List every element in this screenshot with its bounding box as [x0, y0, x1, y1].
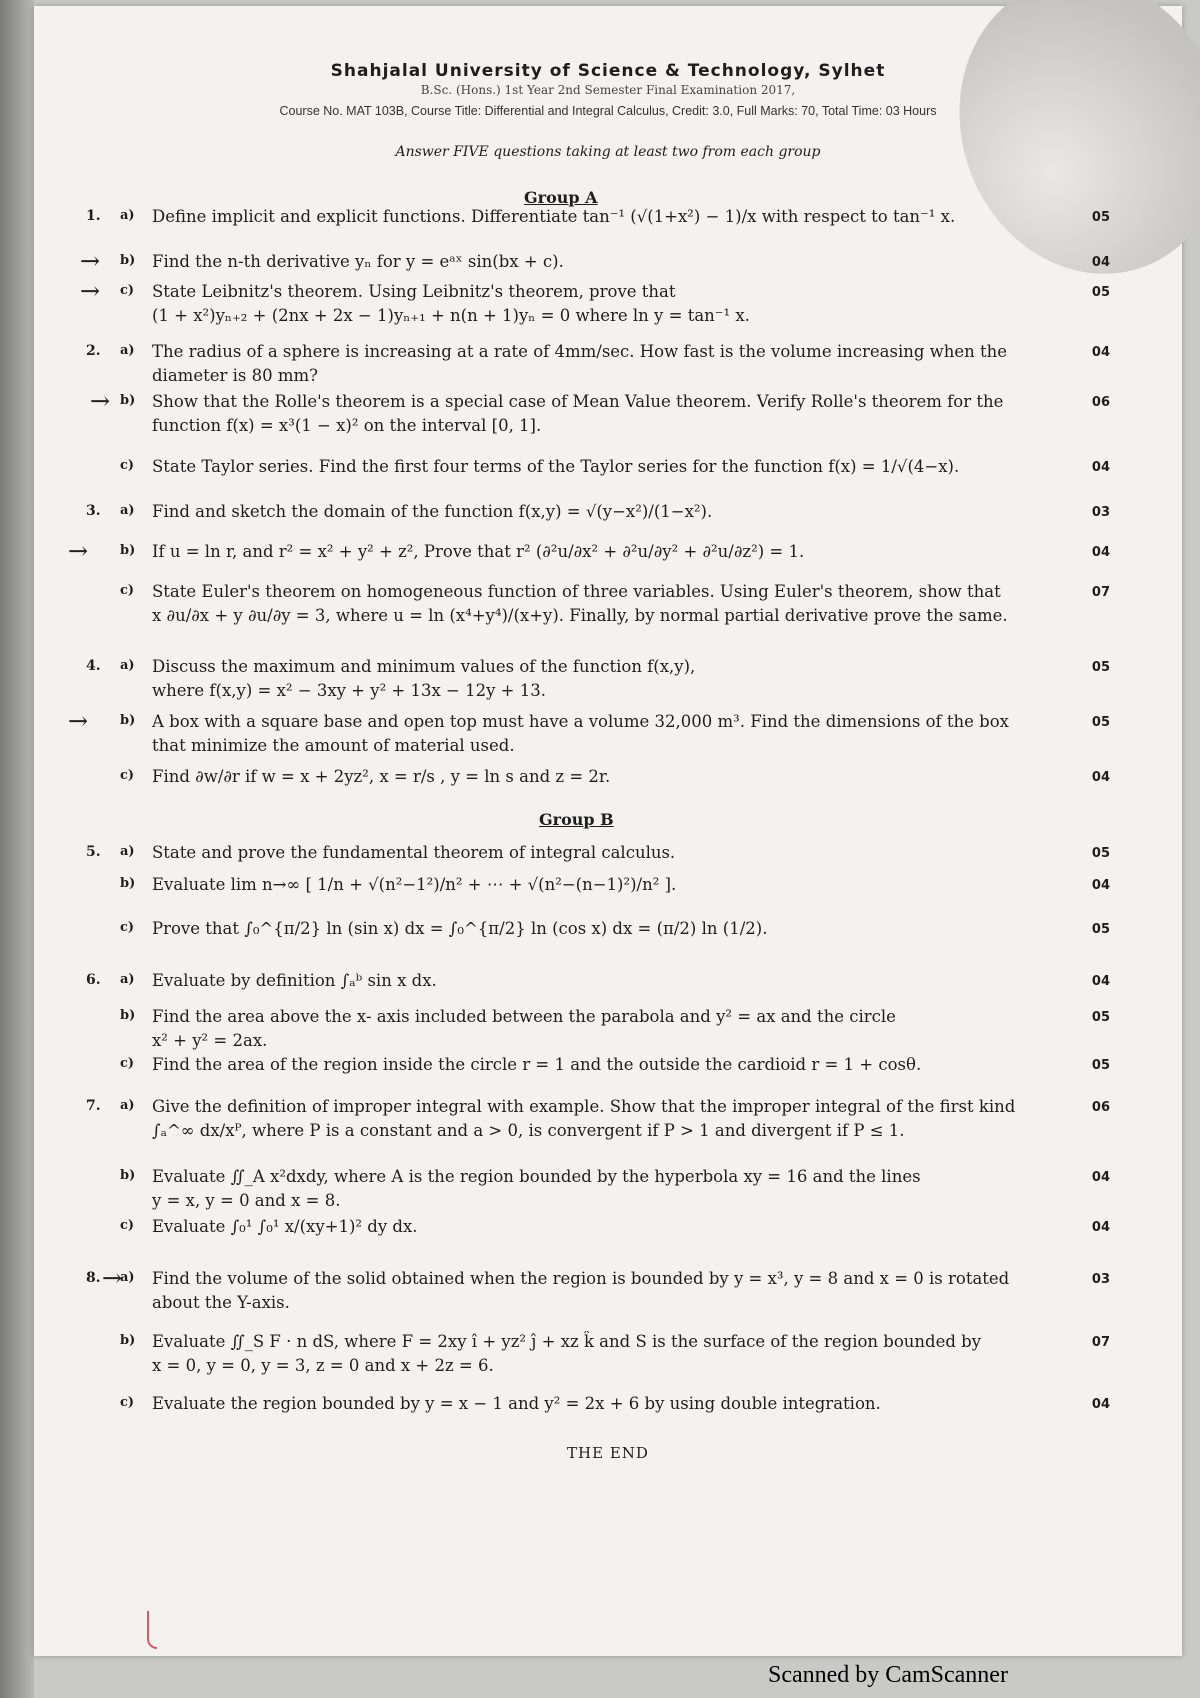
marks: 03: [1091, 1272, 1110, 1287]
question-text: State and prove the fundamental theorem of integral calculus.: [152, 843, 676, 862]
marks: 03: [1091, 505, 1110, 520]
marks: 04: [1091, 1397, 1110, 1412]
question-text: Find and sketch the domain of the function f(x,y) = √(y−x²)/(1−x²).: [152, 502, 713, 521]
question-text: x² + y² = 2ax.: [152, 1031, 268, 1050]
marks: 04: [1091, 1170, 1110, 1185]
marks: 05: [1091, 660, 1110, 675]
part-label: c): [120, 583, 135, 598]
handwritten-arrow: →: [90, 387, 111, 415]
part-label: c): [120, 1056, 135, 1071]
question-text: Find the area of the region inside the circle r = 1 and the outside the cardioid r = 1 + cosθ.: [152, 1055, 922, 1074]
marks: 04: [1091, 460, 1110, 475]
question-text: Evaluate ∫₀¹ ∫₀¹ x/(xy+1)² dy dx.: [152, 1217, 418, 1236]
instruction: Answer FIVE questions taking at least two from each group: [395, 144, 821, 160]
handwritten-arrow: →: [80, 247, 101, 275]
question-text: A box with a square base and open top must have a volume 32,000 m³. Find the dimensions of the box: [152, 712, 1009, 731]
question-text: Find the n-th derivative yₙ for y = eᵃˣ sin(bx + c).: [152, 252, 564, 271]
question-text: Evaluate ∬_A x²dxdy, where A is the region bounded by the hyperbola xy = 16 and the lines: [152, 1167, 921, 1186]
question-number: 3.: [86, 503, 101, 519]
question-number: 2.: [86, 343, 101, 359]
question-number: 4.: [86, 658, 101, 674]
question-number: 5.: [86, 844, 101, 860]
part-label: a): [120, 972, 135, 987]
part-label: a): [120, 1098, 135, 1113]
marks: 04: [1091, 1220, 1110, 1235]
marks: 04: [1091, 255, 1110, 270]
marks: 04: [1091, 878, 1110, 893]
question-text: x = 0, y = 0, y = 3, z = 0 and x + 2z = 6.: [152, 1356, 494, 1375]
part-label: c): [120, 920, 135, 935]
marks: 07: [1091, 585, 1110, 600]
exam-title: B.Sc. (Hons.) 1st Year 2nd Semester Final Examination 2017,: [420, 83, 796, 97]
question-text: (1 + x²)yₙ₊₂ + (2nx + 2x − 1)yₙ₊₁ + n(n + 1)yₙ = 0 where ln y = tan⁻¹ x.: [152, 306, 750, 325]
marks: 05: [1091, 715, 1110, 730]
marks: 07: [1091, 1335, 1110, 1350]
marks: 06: [1091, 1100, 1110, 1115]
handwritten-arrow: →: [102, 1264, 123, 1292]
question-text: State Euler's theorem on homogeneous function of three variables. Using Euler's theorem, show that: [152, 582, 1001, 601]
question-text: State Leibnitz's theorem. Using Leibnitz's theorem, prove that: [152, 282, 676, 301]
part-label: a): [120, 208, 135, 223]
camscanner-watermark: Scanned by CamScanner: [768, 1662, 1008, 1688]
question-number: 8.: [86, 1270, 101, 1286]
university-name: Shahjalal University of Science & Technology, Sylhet: [330, 61, 886, 81]
marks: 04: [1091, 545, 1110, 560]
part-label: c): [120, 1395, 135, 1410]
marks: 04: [1091, 345, 1110, 360]
part-label: b): [120, 713, 136, 728]
question-text: Prove that ∫₀^{π/2} ln (sin x) dx = ∫₀^{π/2} ln (cos x) dx = (π/2) ln (1/2).: [152, 919, 768, 938]
part-label: c): [120, 1218, 135, 1233]
marks: 05: [1091, 846, 1110, 861]
group-a-title: Group A: [524, 188, 598, 207]
part-label: b): [120, 1008, 136, 1023]
marks: 04: [1091, 974, 1110, 989]
question-text: about the Y-axis.: [152, 1293, 290, 1312]
part-label: b): [120, 1168, 136, 1183]
part-label: a): [120, 844, 135, 859]
handwritten-arrow: →: [80, 277, 101, 305]
marks: 04: [1091, 770, 1110, 785]
question-text: State Taylor series. Find the first four terms of the Taylor series for the function f(x) = 1/√(4−x).: [152, 457, 960, 476]
question-text: Give the definition of improper integral with example. Show that the improper integral of the first kind: [152, 1097, 1016, 1116]
part-label: b): [120, 393, 136, 408]
question-text: diameter is 80 mm?: [152, 366, 318, 385]
question-text: x ∂u/∂x + y ∂u/∂y = 3, where u = ln (x⁴+y⁴)/(x+y). Finally, by normal partial derivative prove the same.: [152, 606, 1008, 625]
question-text: Find the area above the x- axis included between the parabola and y² = ax and the circle: [152, 1007, 896, 1026]
question-text: If u = ln r, and r² = x² + y² + z², Prove that r² (∂²u/∂x² + ∂²u/∂y² + ∂²u/∂z²) = 1.: [152, 542, 805, 561]
part-label: c): [120, 283, 135, 298]
marks: 05: [1091, 1010, 1110, 1025]
question-text: The radius of a sphere is increasing at a rate of 4mm/sec. How fast is the volume increasing when the: [152, 342, 1008, 361]
part-label: a): [120, 658, 135, 673]
part-label: b): [120, 543, 136, 558]
the-end: THE END: [567, 1444, 649, 1462]
scan-left-edge: [0, 0, 34, 1698]
part-label: a): [120, 503, 135, 518]
marks: 06: [1091, 395, 1110, 410]
question-text: Evaluate lim n→∞ [ 1/n + √(n²−1²)/n² + ⋯ + √(n²−(n−1)²)/n² ].: [152, 875, 677, 894]
question-text: Evaluate the region bounded by y = x − 1 and y² = 2x + 6 by using double integration.: [152, 1394, 881, 1413]
part-label: b): [120, 876, 136, 891]
part-label: c): [120, 768, 135, 783]
question-text: function f(x) = x³(1 − x)² on the interval [0, 1].: [152, 416, 542, 435]
question-text: Define implicit and explicit functions. Differentiate tan⁻¹ (√(1+x²) − 1)/x with respect to tan⁻¹ x.: [152, 207, 956, 226]
part-label: a): [120, 343, 135, 358]
exam-paper: [34, 6, 1182, 1656]
handwritten-arrow: →: [68, 707, 89, 735]
question-text: Evaluate by definition ∫ₐᵇ sin x dx.: [152, 971, 437, 990]
question-text: Find the volume of the solid obtained when the region is bounded by y = x³, y = 8 and x = 0 is rotated: [152, 1269, 1010, 1288]
question-text: that minimize the amount of material used.: [152, 736, 515, 755]
question-text: where f(x,y) = x² − 3xy + y² + 13x − 12y + 13.: [152, 681, 546, 700]
part-label: b): [120, 253, 136, 268]
question-text: Find ∂w/∂r if w = x + 2yz², x = r/s , y = ln s and z = 2r.: [152, 767, 611, 786]
red-pen-mark: [147, 1611, 157, 1649]
handwritten-arrow: →: [68, 537, 89, 565]
marks: 05: [1091, 210, 1110, 225]
question-text: Discuss the maximum and minimum values of the function f(x,y),: [152, 657, 696, 676]
marks: 05: [1091, 1058, 1110, 1073]
question-text: ∫ₐ^∞ dx/xᴾ, where P is a constant and a > 0, is convergent if P > 1 and divergent if P ≤ 1.: [152, 1121, 905, 1140]
question-text: Evaluate ∬_S F · n dS, where F = 2xy î + yz² ĵ + xz k̂ and S is the surface of the region bounded by: [152, 1332, 982, 1351]
question-text: y = x, y = 0 and x = 8.: [152, 1191, 341, 1210]
question-text: Show that the Rolle's theorem is a special case of Mean Value theorem. Verify Rolle's theorem for the: [152, 392, 1004, 411]
question-number: 7.: [86, 1098, 101, 1114]
part-label: a): [120, 1270, 135, 1285]
course-info: Course No. MAT 103B, Course Title: Differential and Integral Calculus, Credit: 3.0, Full Marks: 70, Total Time: 03 Hours: [279, 104, 937, 118]
marks: 05: [1091, 922, 1110, 937]
question-number: 6.: [86, 972, 101, 988]
part-label: b): [120, 1333, 136, 1348]
group-b-title: Group B: [539, 810, 614, 829]
marks: 05: [1091, 285, 1110, 300]
part-label: c): [120, 458, 135, 473]
question-number: 1.: [86, 208, 101, 224]
